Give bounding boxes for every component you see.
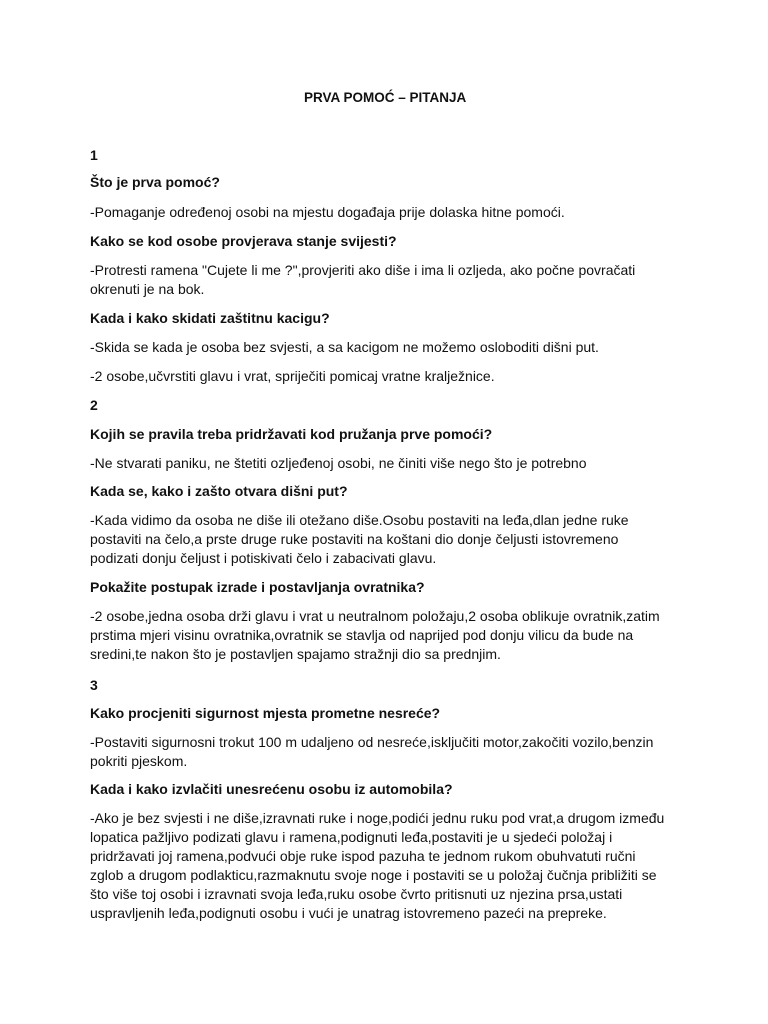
answer-text (90, 454, 680, 473)
question-heading: Kada i kako izvlačiti unesrećenu osobu iz automobila? (90, 781, 453, 797)
answer-text (90, 511, 680, 568)
answer-text (90, 367, 680, 386)
answer-line: -Ne stvarati paniku, ne štetiti ozljeđenoj osobi, ne činiti više nego što je potrebno (90, 455, 587, 471)
answer-line: lopatica pažljivo podizati glavu i ramena,podignuti leđa,postaviti je u sjedeći položaj i (90, 829, 613, 845)
answer-line: sredini,te nakon što je postavljen spajamo stražnji dio sa prednjim. (90, 646, 501, 662)
answer-text (90, 261, 680, 299)
answer-text (90, 809, 680, 923)
answer-text (90, 733, 680, 771)
answer-line: -2 osobe,učvrstiti glavu i vrat, spriječiti pomicaj vratne kralježnice. (90, 368, 495, 384)
answer-line: prstima mjeri visinu ovratnika,ovratnik se stavlja od naprijed pod donju vilicu da bude na (90, 627, 634, 643)
question-heading: Pokažite postupak izrade i postavljanja ovratnika? (90, 579, 425, 595)
answer-line: -2 osobe,jedna osoba drži glavu i vrat u neutralnom položaju,2 osoba oblikuje ovratnik,zatim (90, 608, 660, 624)
question-heading: Kada i kako skidati zaštitnu kacigu? (90, 310, 330, 326)
answer-line: -Protresti ramena "Cujete li me ?",provjeriti ako diše i ima li ozljeda, ako počne povračati (90, 262, 636, 278)
question-heading: Kojih se pravila treba pridržavati kod pružanja prve pomoći? (90, 426, 493, 442)
answer-line: što više toj osobi i izravnati svoja leđa,ruku osobe čvrto pritisnuti uz njezina prsa,ustati (90, 886, 623, 902)
answer-line: -Kada vidimo da osoba ne diše ili otežano diše.Osobu postaviti na leđa,dlan jedne ruke (90, 512, 629, 528)
question-heading: Kada se, kako i zašto otvara dišni put? (90, 483, 348, 499)
question-heading: Što je prva pomoć? (90, 174, 220, 190)
answer-line: okrenuti je na bok. (90, 281, 205, 297)
answer-line: podizati donju čeljust i potiskivati čelo i zabacivati glavu. (90, 550, 437, 566)
answer-line: postaviti na čelo,a prste druge ruke postaviti na koštani dio donje čeljusti istovremeno (90, 531, 619, 547)
question-heading: Kako procjeniti sigurnost mjesta prometne nesreće? (90, 705, 441, 721)
answer-line: pridržavati joj ramena,podvući obje ruke ispod pazuha te jednom rukom obuhvatuti ručni (90, 848, 636, 864)
answer-line: -Ako je bez svjesti i ne diše,izravnati ruke i noge,podići jednu ruku pod vrat,a drugom između (90, 810, 665, 826)
answer-line: uspravljenih leđa,podignuti osobu i vući je unatrag istovremeno pazeći na prepreke. (90, 905, 607, 921)
answer-line: -Skida se kada je osoba bez svjesti, a sa kacigom ne možemo osloboditi dišni put. (90, 339, 599, 355)
answer-line: pokriti pjeskom. (90, 753, 188, 769)
section-number: 2 (90, 397, 98, 413)
answer-line: zglob a drugom podlakticu,razmaknutu svoje noge i postaviti se u položaj čučnja približiti se (90, 867, 657, 883)
section-number: 1 (90, 147, 98, 163)
answer-text (90, 607, 680, 664)
answer-line: -Postaviti sigurnosni trokut 100 m udaljeno od nesreće,isključiti motor,zakočiti vozilo,benzin (90, 734, 654, 750)
document-title: PRVA POMOĆ – PITANJA (304, 90, 467, 105)
question-heading: Kako se kod osobe provjerava stanje svijesti? (90, 233, 397, 249)
answer-text (90, 338, 680, 357)
answer-line: -Pomaganje određenoj osobi na mjestu događaja prije dolaska hitne pomoći. (90, 204, 565, 220)
section-number: 3 (90, 677, 98, 693)
answer-text (90, 203, 680, 222)
